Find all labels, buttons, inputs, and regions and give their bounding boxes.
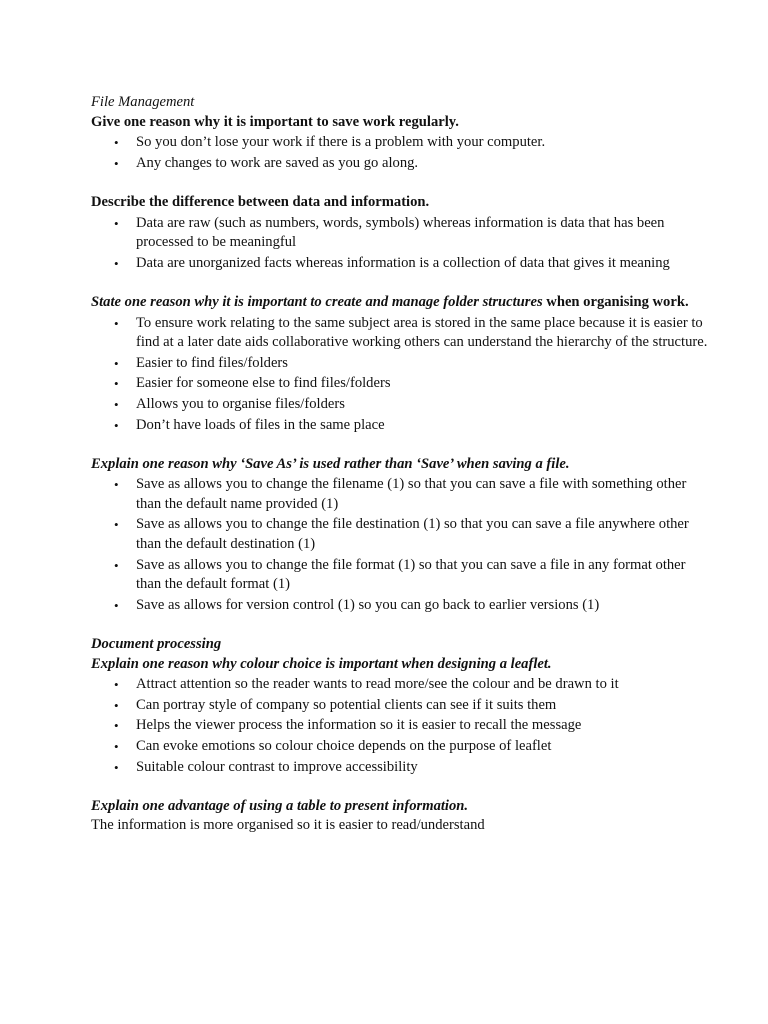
list-item: • Helps the viewer process the information so it is easier to recall the message xyxy=(91,716,711,736)
list-item: • Don’t have loads of files in the same place xyxy=(91,416,711,436)
section-document-processing xyxy=(91,635,711,777)
bullet-icon: • xyxy=(114,155,119,171)
bullet-icon: • xyxy=(114,255,119,271)
list-item: • Save as allows you to change the file destination (1) so that you can save a file anywhere other than the default destination (1) xyxy=(114,516,689,553)
list-item: • Suitable colour contrast to improve accessibility xyxy=(91,758,711,778)
list-item: • Any changes to work are saved as you go along. xyxy=(91,154,711,174)
answer-list xyxy=(91,475,711,615)
question-heading: Explain one advantage of using a table to present information. xyxy=(91,797,469,814)
answer-list xyxy=(91,314,711,436)
bullet-icon: • xyxy=(114,677,119,693)
subject-heading: File Management xyxy=(91,94,195,110)
question-heading xyxy=(91,293,711,313)
bullet-icon: • xyxy=(114,759,119,775)
list-item: • Allows you to organise files/folders xyxy=(91,395,711,415)
answer-text: The information is more organised so it is easier to read/understand xyxy=(91,817,485,834)
list-item: • To ensure work relating to the same subject area is stored in the same place because it is easier to find at a later date aids collaborative working others can understand the hierarchy of the structure. xyxy=(114,314,708,351)
question-heading: Explain one reason why colour choice is important when designing a leaflet. xyxy=(91,655,552,672)
bullet-icon: • xyxy=(114,135,119,151)
bullet-icon: • xyxy=(114,597,119,613)
list-item: • Can portray style of company so potential clients can see if it suits them xyxy=(91,696,711,716)
section-data-information xyxy=(91,193,711,273)
document-page xyxy=(91,93,711,836)
question-heading: Explain one reason why ‘Save As’ is used rather than ‘Save’ when saving a file. xyxy=(91,455,570,472)
question-heading: Describe the difference between data and information. xyxy=(91,193,430,210)
bullet-icon: • xyxy=(114,355,119,371)
list-item: • Can evoke emotions so colour choice depends on the purpose of leaflet xyxy=(91,737,711,757)
answer-list xyxy=(91,214,711,274)
bullet-icon: • xyxy=(114,315,119,331)
bullet-icon: • xyxy=(114,517,119,533)
section-save-as xyxy=(91,455,711,616)
bullet-icon: • xyxy=(114,739,119,754)
list-item: • Save as allows for version control (1) so you can go back to earlier versions (1) xyxy=(91,596,711,616)
list-item: • Data are unorganized facts whereas information is a collection of data that gives it meaning xyxy=(91,254,711,274)
bullet-icon: • xyxy=(114,417,119,433)
list-item: • Easier to find files/folders xyxy=(91,354,711,374)
bullet-icon: • xyxy=(114,718,119,734)
bullet-icon: • xyxy=(114,215,119,231)
list-item: • So you don’t lose your work if there is a problem with your computer. xyxy=(91,133,711,153)
section-file-management xyxy=(91,93,711,173)
question-heading: Give one reason why it is important to save work regularly. xyxy=(91,113,459,130)
list-item: • Save as allows you to change the filename (1) so that you can save a file with something other than the default name provided (1) xyxy=(114,476,687,512)
answer-list xyxy=(91,675,711,777)
answer-list xyxy=(91,133,711,173)
list-item: • Attract attention so the reader wants to read more/see the colour and be drawn to it xyxy=(91,675,711,695)
section-folder-structures xyxy=(91,293,711,435)
question-italic-part: State one reason why it is important to create and manage folder structures xyxy=(91,293,543,310)
bullet-icon: • xyxy=(114,477,119,493)
subject-heading: Document processing xyxy=(91,636,222,653)
bullet-icon: • xyxy=(114,697,119,713)
list-item: • Easier for someone else to find files/folders xyxy=(91,374,711,394)
bullet-icon: • xyxy=(114,557,119,573)
question-rest-part: when organising work. xyxy=(542,293,689,310)
list-item: • Save as allows you to change the file format (1) so that you can save a file in any format other than the default format (1) xyxy=(114,556,686,593)
list-item: • Data are raw (such as numbers, words, symbols) whereas information is data that has been processed to be meaningful xyxy=(114,214,665,251)
bullet-icon: • xyxy=(114,396,119,412)
bullet-icon: • xyxy=(114,376,119,392)
section-table-advantage xyxy=(91,797,711,836)
